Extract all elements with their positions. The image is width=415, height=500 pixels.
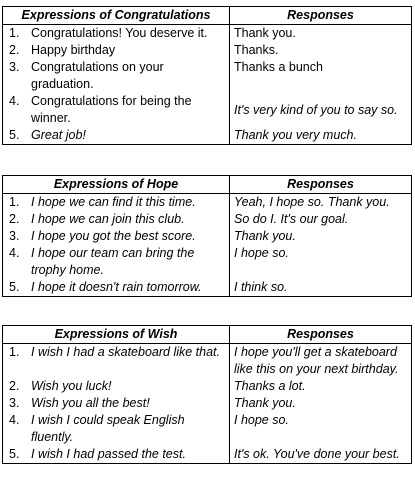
response-cell: Thanks. xyxy=(230,42,412,59)
expression-text: Congratulations! You deserve it. xyxy=(31,26,208,40)
table-row xyxy=(3,395,412,412)
wish-header: Expressions of Wish xyxy=(3,326,230,344)
response-cell: So do I. It's our goal. xyxy=(230,211,412,228)
table-row xyxy=(3,211,412,228)
item-number: 2. xyxy=(9,379,20,393)
table-row xyxy=(3,59,412,93)
table-row xyxy=(3,446,412,464)
item-number: 4. xyxy=(9,413,20,427)
response-cell: Thanks a bunch xyxy=(230,59,412,93)
response-cell: It's very kind of you to say so. xyxy=(230,93,412,127)
expression-text: Congratulations for being the winner. xyxy=(31,94,192,125)
response-cell: Thank you very much. xyxy=(230,127,412,145)
expression-cell xyxy=(3,395,230,412)
item-number: 4. xyxy=(9,246,20,260)
expression-cell xyxy=(3,42,230,59)
congratulations-table xyxy=(2,6,412,145)
item-number: 1. xyxy=(9,26,20,40)
expression-cell xyxy=(3,245,230,279)
response-cell: Thanks a lot. xyxy=(230,378,412,395)
expression-text: I wish I had a skateboard like that. xyxy=(31,345,220,359)
table-row xyxy=(3,25,412,43)
wish-table xyxy=(2,325,412,464)
item-number: 3. xyxy=(9,396,20,410)
expression-text: I hope we can find it this time. xyxy=(31,195,196,209)
table-row xyxy=(3,228,412,245)
item-number: 3. xyxy=(9,60,20,74)
responses-header: Responses xyxy=(230,7,412,25)
expression-cell xyxy=(3,194,230,212)
expression-cell xyxy=(3,93,230,127)
expression-text: Great job! xyxy=(31,128,86,142)
table-row xyxy=(3,412,412,446)
expression-text: Congratulations on your graduation. xyxy=(31,60,164,91)
item-number: 5. xyxy=(9,280,20,294)
response-cell: Thank you. xyxy=(230,395,412,412)
response-cell: I hope so. xyxy=(230,245,412,279)
item-number: 1. xyxy=(9,195,20,209)
response-cell: I hope you'll get a skateboard like this on your next birthday. xyxy=(230,344,412,379)
expression-text: Wish you all the best! xyxy=(31,396,150,410)
expression-cell xyxy=(3,228,230,245)
expression-cell xyxy=(3,446,230,464)
expression-cell xyxy=(3,412,230,446)
hope-header: Expressions of Hope xyxy=(3,176,230,194)
expression-cell xyxy=(3,344,230,379)
expression-text: I hope our team can bring the trophy home. xyxy=(31,246,195,277)
table-row xyxy=(3,279,412,297)
expression-text: I hope it doesn't rain tomorrow. xyxy=(31,280,202,294)
response-cell: I hope so. xyxy=(230,412,412,446)
table-row xyxy=(3,42,412,59)
table-row xyxy=(3,378,412,395)
congratulations-header: Expressions of Congratulations xyxy=(3,7,230,25)
expression-cell xyxy=(3,378,230,395)
response-cell: It's ok. You've done your best. xyxy=(230,446,412,464)
responses-header: Responses xyxy=(230,176,412,194)
table-row xyxy=(3,127,412,145)
expression-cell xyxy=(3,127,230,145)
expression-cell xyxy=(3,59,230,93)
responses-header: Responses xyxy=(230,326,412,344)
expression-text: I hope you got the best score. xyxy=(31,229,196,243)
expression-text: Wish you luck! xyxy=(31,379,112,393)
expression-cell xyxy=(3,279,230,297)
table-row xyxy=(3,93,412,127)
expression-text: Happy birthday xyxy=(31,43,116,57)
response-cell: Thank you. xyxy=(230,25,412,43)
expression-cell xyxy=(3,211,230,228)
response-cell: Thank you. xyxy=(230,228,412,245)
response-cell: Yeah, I hope so. Thank you. xyxy=(230,194,412,212)
table-row xyxy=(3,245,412,279)
table-row xyxy=(3,344,412,379)
item-number: 2. xyxy=(9,212,20,226)
table-row xyxy=(3,194,412,212)
expression-text: I wish I could speak English fluently. xyxy=(31,413,185,444)
item-number: 1. xyxy=(9,345,20,359)
expression-text: I wish I had passed the test. xyxy=(31,447,186,461)
hope-table xyxy=(2,175,412,297)
item-number: 5. xyxy=(9,128,20,142)
item-number: 3. xyxy=(9,229,20,243)
expression-text: I hope we can join this club. xyxy=(31,212,185,226)
response-cell: I think so. xyxy=(230,279,412,297)
item-number: 2. xyxy=(9,43,20,57)
item-number: 4. xyxy=(9,94,20,108)
expression-cell xyxy=(3,25,230,43)
item-number: 5. xyxy=(9,447,20,461)
